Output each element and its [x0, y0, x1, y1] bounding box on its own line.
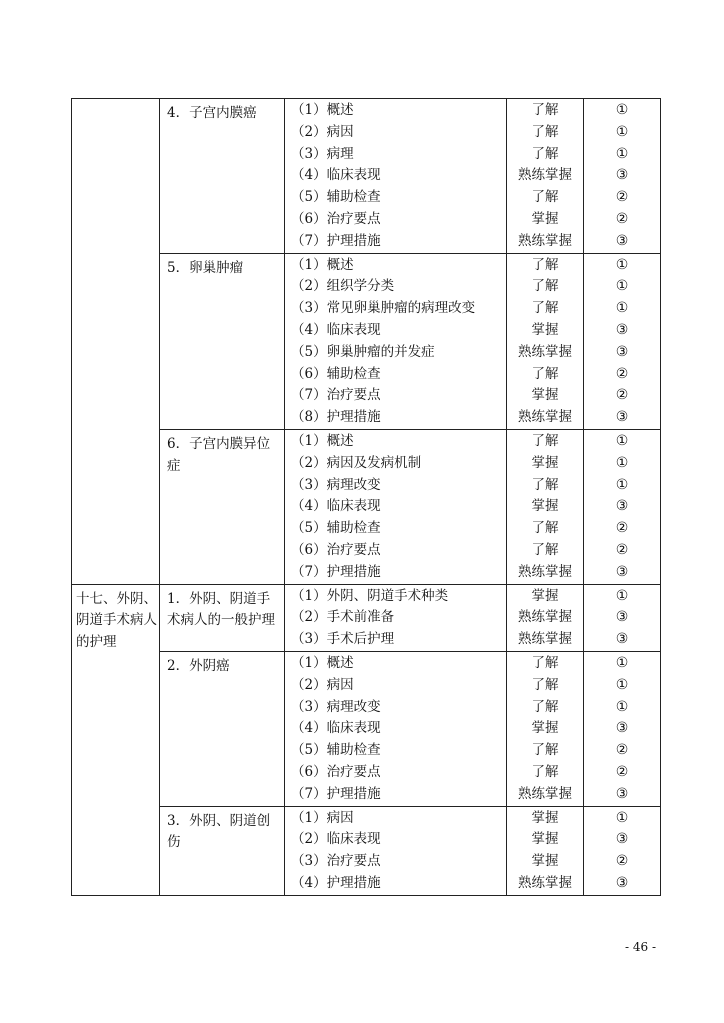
section-title: 十七、外阴、阴道手术病人的护理 — [72, 584, 160, 895]
content-item: （4）临床表现 — [291, 498, 381, 515]
requirement-level: 掌握 — [531, 321, 559, 338]
content-item: （1）概述 — [291, 654, 354, 671]
content-item: （2）组织学分类 — [291, 278, 395, 295]
level-code: ② — [615, 763, 629, 780]
requirement-level: 熟练掌握 — [518, 167, 572, 184]
table-row — [72, 253, 661, 429]
level-code: ① — [615, 278, 629, 295]
requirement-level: 了解 — [531, 278, 559, 295]
level-code: ③ — [615, 232, 629, 249]
content-item: （4）护理措施 — [291, 874, 381, 891]
level-code: ③ — [615, 563, 629, 580]
topic-title: 4．子宫内膜癌 — [160, 99, 285, 254]
section-title — [72, 99, 160, 585]
items-cell — [285, 584, 507, 651]
codes-cell — [584, 651, 661, 806]
codes-cell — [584, 99, 661, 254]
content-item: （4）临床表现 — [291, 167, 381, 184]
requirement-level: 了解 — [531, 742, 559, 759]
requirement-level: 掌握 — [531, 720, 559, 737]
requirement-level: 了解 — [531, 102, 559, 118]
items-cell — [285, 429, 507, 584]
level-code: ① — [615, 476, 629, 493]
levels-cell — [507, 253, 584, 429]
content-item: （6）治疗要点 — [291, 210, 381, 227]
items-cell — [285, 253, 507, 429]
levels-cell — [507, 651, 584, 806]
table-row — [72, 806, 661, 895]
level-code: ② — [615, 387, 629, 404]
level-code: ③ — [615, 409, 629, 426]
topic-title: 1．外阴、阴道手术病人的一般护理 — [160, 584, 285, 651]
topic-title: 2．外阴癌 — [160, 651, 285, 806]
requirement-level: 掌握 — [531, 454, 559, 471]
requirement-level: 掌握 — [531, 809, 559, 826]
content-item: （6）治疗要点 — [291, 763, 381, 780]
table-row — [72, 651, 661, 806]
requirement-level: 了解 — [531, 520, 559, 537]
items-cell — [285, 651, 507, 806]
page-number: - 46 - — [624, 940, 656, 954]
requirement-level: 了解 — [531, 654, 559, 671]
content-item: （4）临床表现 — [291, 720, 381, 737]
level-code: ① — [615, 432, 629, 449]
content-item: （3）治疗要点 — [291, 853, 381, 870]
content-item: （1）外阴、阴道手术种类 — [291, 587, 449, 604]
requirement-level: 了解 — [531, 676, 559, 693]
levels-cell — [507, 584, 584, 651]
requirement-level: 了解 — [531, 365, 559, 382]
content-item: （2）临床表现 — [291, 831, 381, 848]
level-code: ③ — [615, 498, 629, 515]
syllabus-table — [71, 98, 661, 896]
requirement-level: 了解 — [531, 476, 559, 493]
level-code: ② — [615, 853, 629, 870]
requirement-level: 了解 — [531, 123, 559, 140]
requirement-level: 了解 — [531, 698, 559, 715]
requirement-level: 掌握 — [531, 587, 559, 604]
content-item: （1）概述 — [291, 432, 354, 449]
requirement-level: 熟练掌握 — [518, 343, 572, 360]
levels-cell — [507, 99, 584, 254]
level-code: ① — [615, 698, 629, 715]
level-code: ② — [615, 189, 629, 206]
content-item: （4）临床表现 — [291, 321, 381, 338]
requirement-level: 了解 — [531, 300, 559, 317]
level-code: ③ — [615, 167, 629, 184]
content-item: （5）辅助检查 — [291, 742, 381, 759]
requirement-level: 熟练掌握 — [518, 631, 572, 648]
level-code: ① — [615, 454, 629, 471]
level-code: ③ — [615, 343, 629, 360]
content-item: （1）概述 — [291, 102, 354, 118]
requirement-level: 掌握 — [531, 210, 559, 227]
content-item: （3）病理 — [291, 145, 354, 162]
items-cell — [285, 99, 507, 254]
content-item: （3）病理改变 — [291, 476, 381, 493]
requirement-level: 了解 — [531, 256, 559, 273]
codes-cell — [584, 429, 661, 584]
topic-title: 5．卵巢肿瘤 — [160, 253, 285, 429]
level-code: ② — [615, 742, 629, 759]
requirement-level: 熟练掌握 — [518, 874, 572, 891]
levels-cell — [507, 429, 584, 584]
items-cell — [285, 806, 507, 895]
table-row — [72, 584, 661, 651]
level-code: ① — [615, 256, 629, 273]
content-item: （6）辅助检查 — [291, 365, 381, 382]
table-row — [72, 99, 661, 254]
level-code: ③ — [615, 631, 629, 648]
level-code: ② — [615, 541, 629, 558]
codes-cell — [584, 584, 661, 651]
level-code: ② — [615, 365, 629, 382]
requirement-level: 熟练掌握 — [518, 409, 572, 426]
content-item: （2）病因及发病机制 — [291, 454, 422, 471]
content-item: （1）概述 — [291, 256, 354, 273]
content-item: （5）辅助检查 — [291, 520, 381, 537]
content-item: （7）护理措施 — [291, 563, 381, 580]
requirement-level: 了解 — [531, 763, 559, 780]
requirement-level: 熟练掌握 — [518, 609, 572, 626]
syllabus-table-body — [72, 99, 661, 896]
level-code: ② — [615, 210, 629, 227]
level-code: ③ — [615, 785, 629, 802]
requirement-level: 了解 — [531, 189, 559, 206]
requirement-level: 了解 — [531, 541, 559, 558]
table-row — [72, 429, 661, 584]
codes-cell — [584, 253, 661, 429]
level-code: ① — [615, 676, 629, 693]
requirement-level: 了解 — [531, 145, 559, 162]
content-item: （2）病因 — [291, 676, 354, 693]
content-item: （5）卵巢肿瘤的并发症 — [291, 343, 435, 360]
level-code: ① — [615, 654, 629, 671]
content-item: （7）治疗要点 — [291, 387, 381, 404]
content-item: （6）治疗要点 — [291, 541, 381, 558]
content-item: （5）辅助检查 — [291, 189, 381, 206]
level-code: ② — [615, 520, 629, 537]
content-item: （7）护理措施 — [291, 232, 381, 249]
level-code: ③ — [615, 874, 629, 891]
content-item: （8）护理措施 — [291, 409, 381, 426]
level-code: ① — [615, 300, 629, 317]
requirement-level: 掌握 — [531, 831, 559, 848]
level-code: ③ — [615, 831, 629, 848]
content-item: （3）常见卵巢肿瘤的病理改变 — [291, 300, 476, 317]
requirement-level: 熟练掌握 — [518, 232, 572, 249]
topic-title: 6．子宫内膜异位症 — [160, 429, 285, 584]
content-item: （2）手术前准备 — [291, 609, 395, 626]
requirement-level: 掌握 — [531, 853, 559, 870]
requirement-level: 了解 — [531, 432, 559, 449]
level-code: ① — [615, 809, 629, 826]
codes-cell — [584, 806, 661, 895]
content-item: （1）病因 — [291, 809, 354, 826]
topic-title: 3．外阴、阴道创伤 — [160, 806, 285, 895]
levels-cell — [507, 806, 584, 895]
level-code: ③ — [615, 720, 629, 737]
content-item: （3）病理改变 — [291, 698, 381, 715]
content-item: （3）手术后护理 — [291, 631, 395, 648]
level-code: ① — [615, 123, 629, 140]
content-item: （7）护理措施 — [291, 785, 381, 802]
level-code: ① — [615, 145, 629, 162]
requirement-level: 熟练掌握 — [518, 563, 572, 580]
level-code: ③ — [615, 321, 629, 338]
level-code: ① — [615, 587, 629, 604]
requirement-level: 掌握 — [531, 498, 559, 515]
requirement-level: 熟练掌握 — [518, 785, 572, 802]
level-code: ③ — [615, 609, 629, 626]
content-item: （2）病因 — [291, 123, 354, 140]
level-code: ① — [615, 102, 629, 118]
requirement-level: 掌握 — [531, 387, 559, 404]
